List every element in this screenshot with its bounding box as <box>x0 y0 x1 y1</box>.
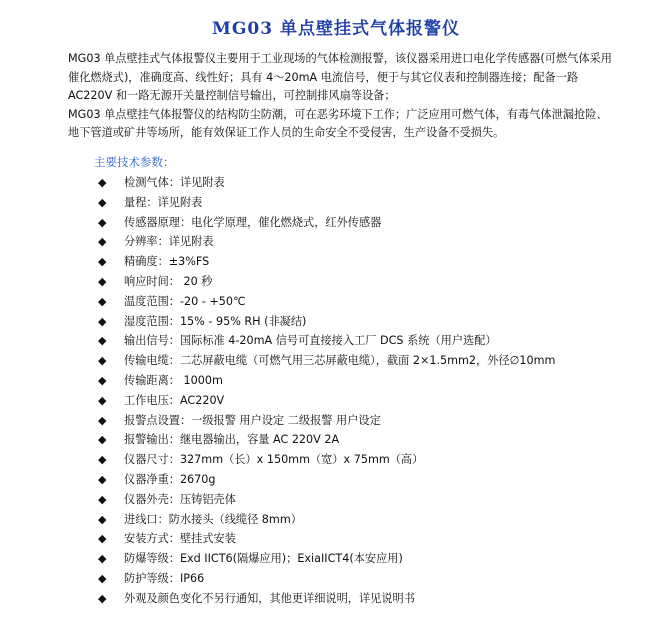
diamond-bullet-icon: ◆ <box>98 453 107 467</box>
spec-text: 检测气体：详见附表 <box>124 176 225 189</box>
diamond-bullet-icon: ◆ <box>98 215 107 229</box>
intro-paragraph: MG03 单点壁挂气体报警仪的结构防尘防潮，可在恶劣环境下工作；广泛应用可燃气体，有毒气体泄漏抢险、地下管道或矿井等场所，能有效保证工作人员的生命安全不受侵害，生产设备不受损失。 <box>68 107 608 139</box>
diamond-bullet-icon: ◆ <box>98 492 107 506</box>
spec-text: 传感器原理：电化学原理，催化燃烧式，红外传感器 <box>124 215 382 229</box>
diamond-bullet-icon: ◆ <box>98 532 107 546</box>
spec-text: 量程：详见附表 <box>124 195 203 209</box>
diamond-bullet-icon: ◆ <box>98 433 107 447</box>
diamond-bullet-icon: ◆ <box>98 274 107 288</box>
spec-item <box>98 272 618 292</box>
spec-text: 温度范围：-20 - +50℃ <box>124 294 246 308</box>
spec-item <box>98 411 618 431</box>
spec-text: 报警点设置：一级报警 用户设定 二级报警 用户设定 <box>124 413 381 427</box>
spec-item <box>98 510 618 530</box>
diamond-bullet-icon: ◆ <box>98 334 107 348</box>
spec-item <box>98 450 618 470</box>
intro-text <box>68 50 616 143</box>
spec-item <box>98 529 618 549</box>
spec-text: 外观及颜色变化不另行通知，其他更详细说明，详见说明书 <box>124 591 415 605</box>
spec-item <box>98 549 618 569</box>
intro-paragraph: MG03 单点壁挂式气体报警仪主要用于工业现场的气体检测报警，该仪器采用进口电化学传感器(可燃气体采用催化燃烧式)，准确度高、线性好；具有 4～20mA 电流信号，便于与其它仪表和控制器连接；配备一路 AC220V 和一路无源开关量控制信号输出，可控制排风扇等设备； <box>68 52 612 102</box>
spec-text: 仪器净重：2670g <box>124 472 216 486</box>
diamond-bullet-icon: ◆ <box>98 393 107 407</box>
spec-item <box>98 312 618 332</box>
spec-item <box>98 173 618 193</box>
diamond-bullet-icon: ◆ <box>98 373 107 387</box>
diamond-bullet-icon: ◆ <box>98 512 107 526</box>
diamond-bullet-icon: ◆ <box>98 255 107 269</box>
specs-list <box>98 173 618 609</box>
spec-item <box>98 351 618 371</box>
specs-heading: 主要技术参数： <box>94 155 175 169</box>
spec-item <box>98 292 618 312</box>
spec-item <box>98 213 618 233</box>
spec-text: 报警输出：继电器输出，容量 AC 220V 2A <box>124 433 340 447</box>
spec-item <box>98 391 618 411</box>
diamond-bullet-icon: ◆ <box>98 591 107 605</box>
spec-item <box>98 470 618 490</box>
spec-item <box>98 589 618 609</box>
spec-text: 传输距离： 1000m <box>124 373 223 387</box>
spec-text: 防爆等级：Exd IICT6(隔爆应用)；ExiaIICT4(本安应用) <box>124 552 403 566</box>
spec-text: 工作电压：AC220V <box>124 393 225 407</box>
spec-item <box>98 569 618 589</box>
spec-text: 精确度：±3%FS <box>124 255 210 269</box>
spec-text: 仪器尺寸：327mm（长）x 150mm（宽）x 75mm（高） <box>124 453 424 467</box>
diamond-bullet-icon: ◆ <box>98 195 107 209</box>
spec-item <box>98 331 618 351</box>
spec-text: 响应时间： 20 秒 <box>124 274 213 288</box>
diamond-bullet-icon: ◆ <box>98 354 107 368</box>
spec-item <box>98 430 618 450</box>
spec-item <box>98 490 618 510</box>
spec-text: 仪器外壳：压铸铝壳体 <box>124 492 236 506</box>
spec-item <box>98 232 618 252</box>
spec-text: 输出信号：国际标准 4-20mA 信号可直接接入工厂 DCS 系统（用户选配） <box>124 334 497 348</box>
spec-item <box>98 193 618 213</box>
diamond-bullet-icon: ◆ <box>98 571 107 585</box>
diamond-bullet-icon: ◆ <box>98 413 107 427</box>
spec-text: 湿度范围：15% - 95% RH (非凝结) <box>124 314 307 328</box>
spec-text: 安装方式：壁挂式安装 <box>124 532 236 546</box>
spec-text: 分辨率：详见附表 <box>124 235 214 249</box>
diamond-bullet-icon: ◆ <box>98 472 107 486</box>
spec-item <box>98 371 618 391</box>
spec-text: 传输电缆：二芯屏蔽电缆（可燃气用三芯屏蔽电缆），截面 2×1.5mm2，外径∅10mm <box>124 354 556 368</box>
spec-item <box>98 252 618 272</box>
diamond-bullet-icon: ◆ <box>98 314 107 328</box>
diamond-bullet-icon: ◆ <box>98 176 107 189</box>
diamond-bullet-icon: ◆ <box>98 294 107 308</box>
spec-text: 进线口：防水接头（线缆径 8mm） <box>124 512 302 526</box>
spec-text: 防护等级：IP66 <box>124 571 205 585</box>
diamond-bullet-icon: ◆ <box>98 552 107 566</box>
page-title: MG03 单点壁挂式气体报警仪 <box>212 19 460 39</box>
diamond-bullet-icon: ◆ <box>98 235 107 249</box>
